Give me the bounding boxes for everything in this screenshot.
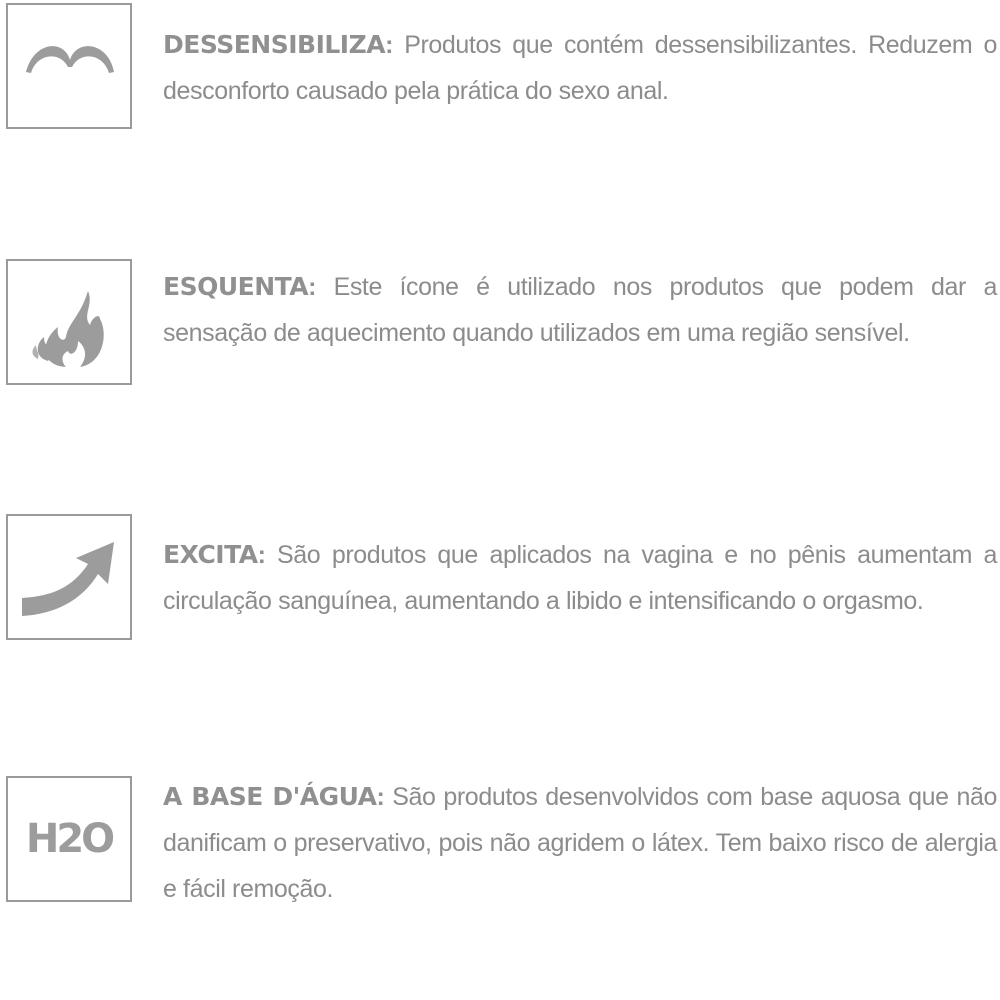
flame-icon-box bbox=[6, 259, 132, 385]
legend-label: EXCITA bbox=[163, 540, 258, 569]
legend-description bbox=[163, 264, 997, 356]
label-separator: : bbox=[385, 31, 394, 59]
legend-description bbox=[163, 532, 997, 624]
water-icon-box bbox=[6, 776, 132, 902]
label-separator: : bbox=[376, 783, 385, 811]
legend-text: São produtos que aplicados na vagina e no pênis aumentam a circulação sanguínea, aumentando a libido e intensificando o orgasmo. bbox=[163, 541, 998, 615]
label-separator: : bbox=[257, 541, 266, 569]
h2o-icon-text: H2O bbox=[25, 816, 113, 862]
flame-icon bbox=[8, 261, 130, 383]
legend-text: São produtos desenvolvidos com base aquosa que não danificam o preservativo, pois não agridem o látex. Tem baixo risco de alergia e fácil remoção. bbox=[163, 783, 997, 903]
label-separator: : bbox=[308, 273, 317, 301]
desensitize-icon bbox=[8, 5, 130, 127]
water-h2o-icon bbox=[8, 778, 130, 900]
legend-text: Este ícone é utilizado nos produtos que podem dar a sensação de aquecimento quando utilizados em uma região sensível. bbox=[163, 273, 997, 347]
legend-label: ESQUENTA bbox=[163, 272, 309, 301]
arrow-icon-box bbox=[6, 514, 132, 640]
legend-description bbox=[163, 774, 997, 912]
arrow-up-icon bbox=[8, 516, 130, 638]
legend-text: Produtos que contém dessensibilizantes. Reduzem o desconforto causado pela prática do sexo anal. bbox=[163, 31, 998, 105]
desensitize-icon-box bbox=[6, 3, 132, 129]
legend-label: A BASE D'ÁGUA bbox=[163, 782, 377, 811]
legend-description bbox=[163, 22, 997, 114]
legend-label: DESSENSIBILIZA bbox=[163, 30, 386, 59]
